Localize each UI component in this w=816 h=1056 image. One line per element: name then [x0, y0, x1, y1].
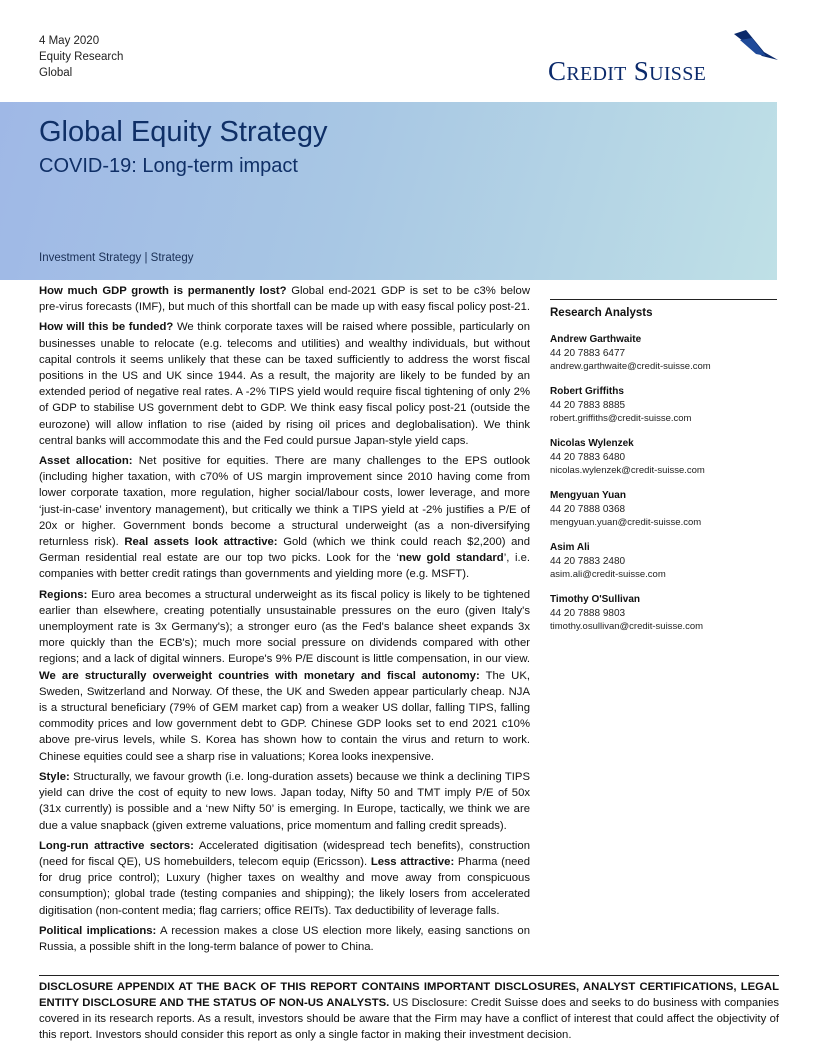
lead-overweight: We are structurally overweight countries with monetary and fiscal autonomy: [39, 669, 480, 682]
lead-sectors: Long-run attractive sectors: [39, 839, 194, 852]
analyst-name: Asim Ali [550, 542, 590, 553]
analyst-phone: 44 20 7883 6477 [550, 348, 626, 359]
analyst-name: Robert Griffiths [550, 386, 624, 397]
lead-style: Style: [39, 770, 70, 783]
analyst-entry [550, 385, 777, 425]
analyst-name: Andrew Garthwaite [550, 334, 642, 345]
analyst-entry [550, 437, 777, 477]
analyst-email[interactable]: timothy.osullivan@credit-suisse.com [550, 621, 704, 632]
lead-gdp-growth: How much GDP growth is permanently lost? [39, 285, 287, 297]
disclosure-heading: DISCLOSURE APPENDIX AT THE BACK OF THIS REPORT CONTAINS IMPORTANT DISCLOSURES, ANALYST CERTIFICATIONS, LEGAL ENTITY DISCLOSURE AND THE STATUS OF NON-US ANALYSTS. [39, 981, 779, 1009]
lead-new-gold-standard: new gold standard [398, 552, 504, 565]
analyst-email[interactable]: andrew.garthwaite@credit-suisse.com [550, 361, 711, 372]
analyst-phone: 44 20 7883 8885 [550, 400, 626, 411]
analyst-email[interactable]: mengyuan.yuan@credit-suisse.com [550, 517, 702, 528]
analyst-email[interactable]: robert.griffiths@credit-suisse.com [550, 413, 692, 424]
main-body [39, 283, 530, 959]
analyst-phone: 44 20 7883 6480 [550, 452, 626, 463]
report-subtitle: COVID-19: Long-term impact [39, 155, 298, 177]
sail-logo-icon [734, 30, 780, 64]
paragraph-political: Political implications: A recession makes a close US election more likely, easing sanctions on Russia, a possible shift in the long-term balance of power to China. [39, 924, 530, 953]
lead-regions: Regions: [39, 588, 88, 601]
analyst-email[interactable]: asim.ali@credit-suisse.com [550, 569, 666, 580]
report-date: 4 May 2020 [39, 35, 100, 47]
logo-wordmark: CREDIT SUISSE [548, 56, 707, 86]
analyst-entry [550, 593, 777, 633]
credit-suisse-logo [548, 30, 780, 84]
analyst-phone: 44 20 7888 0368 [550, 504, 626, 515]
lead-political: Political implications: [39, 924, 157, 937]
lead-real-assets: Real assets look attractive: [124, 536, 278, 549]
paragraph-sectors: Long-run attractive sectors: Accelerated digitisation (widespread tech benefits), construction (need for fiscal QE), US homebuilders, telecom equip (Ericsson). Less attractive: Pharma (need for drug price control); Luxury (higher taxes on wealthy and move away from conspicuous consumption); global trade (testing companies and shipping); the likely losers from accelerated digitisation (non-content media; flag carriers; office REITs). Tax deductibility of leverage falls. [39, 839, 530, 917]
analyst-name: Mengyuan Yuan [550, 490, 626, 501]
analyst-phone: 44 20 7883 2480 [550, 556, 626, 567]
lead-funding: How will this be funded? [39, 321, 174, 334]
analyst-email[interactable]: nicolas.wylenzek@credit-suisse.com [550, 465, 705, 476]
analyst-entry [550, 489, 777, 529]
analyst-name: Nicolas Wylenzek [550, 438, 634, 449]
report-region: Global [39, 67, 73, 79]
research-analysts-sidebar [550, 299, 777, 645]
report-department: Equity Research [39, 51, 124, 63]
analyst-phone: 44 20 7888 9803 [550, 608, 626, 619]
sidebar-divider [550, 299, 777, 300]
paragraph-regions: Regions: Euro area becomes a structural underweight as its fiscal policy is likely to be tightened earlier than elsewhere, creating potentially unsustainable pressures on the euro (given Italy's unemployment rate is 3x Germany's); a stronger euro (as the Fed's balance sheet expands 3x more quickly than the ECB's); much more social pressure on dividends compared with other regions; and a lack of digital winners. Europe's 9% P/E discount is little compensation, in our view. We are structurally overweight countries with monetary and fiscal autonomy: The UK, Sweden, Switzerland and Norway. Of these, the UK and Sweden appear particularly cheap. NJA is a structural beneficiary (79% of GEM market cap) from a weaker US dollar, falling TIPS, falling commodity prices and low government debt to GDP. Chinese GDP looks set to end 2021 c10% above pre-virus levels, while S. Korea has shown how to contain the virus and return to work. Chinese equities could see a sharp rise in valuations; Korea looks inexpensive. [39, 588, 531, 763]
paragraph-asset-allocation: Asset allocation: Net positive for equities. There are many challenges to the EPS outlook (including higher taxation, with c70% of US margin improvement since 2010 having come from lower corporate taxation, more regulation, higher social/labour costs, lower leverage, and more ‘just-in-case’ inventory management), but critically we think a TIPS yield at -2% justifies a P/E of 20x or higher. Government bonds become a structural underweight (as a non-diversifying returnless risk). Real assets look attractive: Gold (which we think could reach $2,200) and German residential real estate are our top two picks. Look for the ‘new gold standard’, i.e. companies with better credit ratings than governments and yielding more (e.g. MSFT). [39, 455, 531, 581]
lead-less-attractive: Less attractive: [370, 855, 455, 868]
analyst-entry [550, 541, 777, 581]
lead-asset-allocation: Asset allocation: [39, 455, 133, 468]
paragraph-funding: How will this be funded? We think corporate taxes will be raised where possible, particularly on businesses unable to relocate (e.g. telecoms and utilities) and wealthy individuals, but without capital controls it seems unlikely that these can be taxed sufficiently to address the worst fiscal positions in the US and UK since 1944. As a result, the majority are likely to be funded by an extended period of negative real rates. A -2% TIPS yield would require fiscal tightening of only 2% of GDP to stabilise US government debt to GDP. We think easy fiscal policy post-21 (outside the eurozone) will allow inflation to rise (aided by rising oil prices and deglobalisation). We think central banks will accommodate this and the Fed could pursue Japan-style yield caps. [39, 321, 530, 447]
paragraph-style: Style: Structurally, we favour growth (i.e. long-duration assets) because we think a declining TIPS yield can drive the cost of equity to new lows. Japan today, Nifty 50 and TMT imply P/E of 50x (31x currently) is possible and a ‘new Nifty 50’ is emerging. In Europe, tactically, we think we are due a value snapback (given extreme valuations, price momentum and falling credit spreads). [39, 770, 530, 832]
us-disclosure-text: US Disclosure: Credit Suisse does and seeks to do business with companies covered in its research reports. As a result, investors should be aware that the Firm may have a conflict of interest that could affect the objectivity of this report. Investors should consider this report as only a single factor in making their investment decision. [39, 997, 779, 1041]
analyst-name: Timothy O'Sullivan [550, 594, 640, 605]
disclosure-footer [39, 975, 779, 1043]
analyst-entry [550, 333, 777, 373]
report-title: Global Equity Strategy [39, 116, 328, 148]
report-meta [39, 33, 123, 81]
sidebar-heading: Research Analysts [550, 307, 653, 319]
report-category: Investment Strategy | Strategy [39, 252, 194, 264]
paragraph-gdp-growth: How much GDP growth is permanently lost? Global end-2021 GDP is set to be c3% below pre-virus forecasts (IMF), but much of this shortfall can be made up with easy fiscal policy post-21. [39, 285, 530, 314]
title-banner [0, 102, 777, 280]
